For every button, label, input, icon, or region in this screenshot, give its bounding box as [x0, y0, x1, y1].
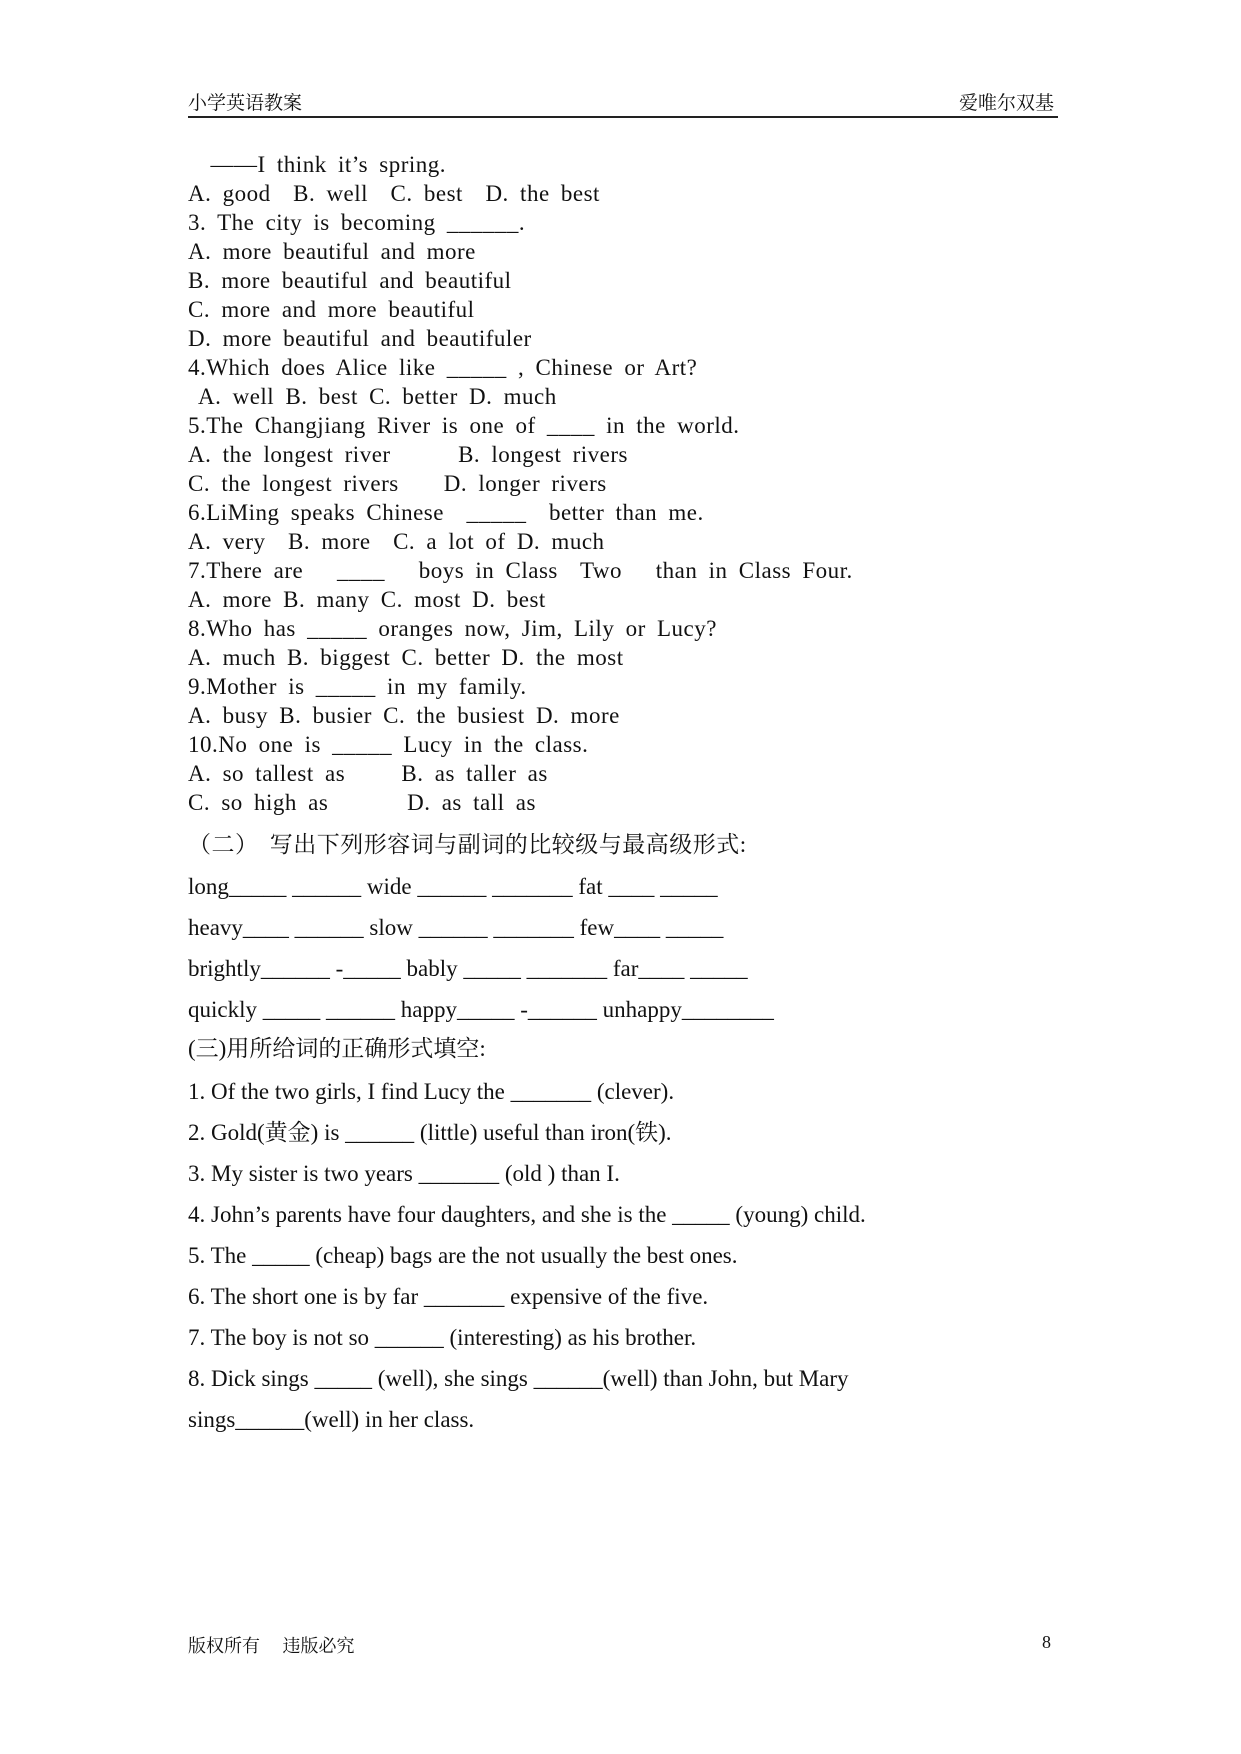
text-line: A. so tallest as B. as taller as: [188, 761, 548, 786]
text-line: 7. The boy is not so ______ (interesting) as his brother.: [188, 1325, 697, 1350]
text-line: A. more B. many C. most D. best: [188, 587, 546, 612]
text-line: 4.Which does Alice like _____ , Chinese or Art?: [188, 355, 698, 380]
text-line: A. good B. well C. best D. the best: [188, 181, 600, 206]
page-number: 8: [1042, 1632, 1051, 1652]
header-right-title: 爱唯尔双基: [958, 93, 1054, 114]
page-header: [188, 86, 1058, 118]
text-line: long_____ ______ wide ______ _______ fat ____ _____: [188, 874, 718, 899]
text-line: brightly______ -_____ bably _____ _______ far____ _____: [188, 956, 748, 981]
header-left-title: 小学英语教案: [188, 93, 303, 114]
text-line: ——I think it’s spring.: [188, 152, 447, 177]
text-line: 7.There are ____ boys in Class Two than in Class Four.: [188, 558, 853, 583]
text-line: C. so high as D. as tall as: [188, 790, 536, 815]
text-line: 8. Dick sings _____ (well), she sings ______(well) than John, but Mary: [188, 1366, 849, 1391]
text-line: C. more and more beautiful: [188, 297, 475, 322]
text-line: 10.No one is _____ Lucy in the class.: [188, 732, 589, 757]
section-heading: (三)用所给词的正确形式填空:: [188, 1036, 486, 1061]
text-line: 6.LiMing speaks Chinese _____ better than me.: [188, 500, 704, 525]
text-line: 6. The short one is by far _______ expensive of the five.: [188, 1284, 709, 1309]
text-line: A. much B. biggest C. better D. the most: [188, 645, 624, 670]
text-line: quickly _____ ______ happy_____ -______ unhappy________: [188, 997, 774, 1022]
text-line: sings______(well) in her class.: [188, 1407, 475, 1432]
text-line: A. busy B. busier C. the busiest D. more: [188, 703, 620, 728]
text-line: heavy____ ______ slow ______ _______ few____ _____: [188, 915, 724, 940]
text-line: D. more beautiful and beautifuler: [188, 326, 532, 351]
footer-copyright: 版权所有 违版必究: [188, 1636, 355, 1656]
text-line: A. the longest river B. longest rivers: [188, 442, 628, 467]
text-line: C. the longest rivers D. longer rivers: [188, 471, 607, 496]
text-line: A. more beautiful and more: [188, 239, 476, 264]
text-line: 8.Who has _____ oranges now, Jim, Lily or Lucy?: [188, 616, 717, 641]
text-line: 1. Of the two girls, I find Lucy the _______ (clever).: [188, 1079, 675, 1104]
text-line: 2. Gold(黄金) is ______ (little) useful than iron(铁).: [188, 1120, 672, 1145]
text-line: A. well B. best C. better D. much: [188, 384, 557, 409]
text-line: B. more beautiful and beautiful: [188, 268, 512, 293]
text-line: 9.Mother is _____ in my family.: [188, 674, 527, 699]
text-line: 5.The Changjiang River is one of ____ in the world.: [188, 413, 740, 438]
text-line: 3. My sister is two years _______ (old ) than I.: [188, 1161, 620, 1186]
text-line: 3. The city is becoming ______.: [188, 210, 526, 235]
text-line: 5. The _____ (cheap) bags are the not usually the best ones.: [188, 1243, 738, 1268]
text-line: A. very B. more C. a lot of D. much: [188, 529, 605, 554]
section-heading: （二） 写出下列形容词与副词的比较级与最高级形式:: [188, 832, 747, 857]
text-line: 4. John’s parents have four daughters, and she is the _____ (young) child.: [188, 1202, 866, 1227]
